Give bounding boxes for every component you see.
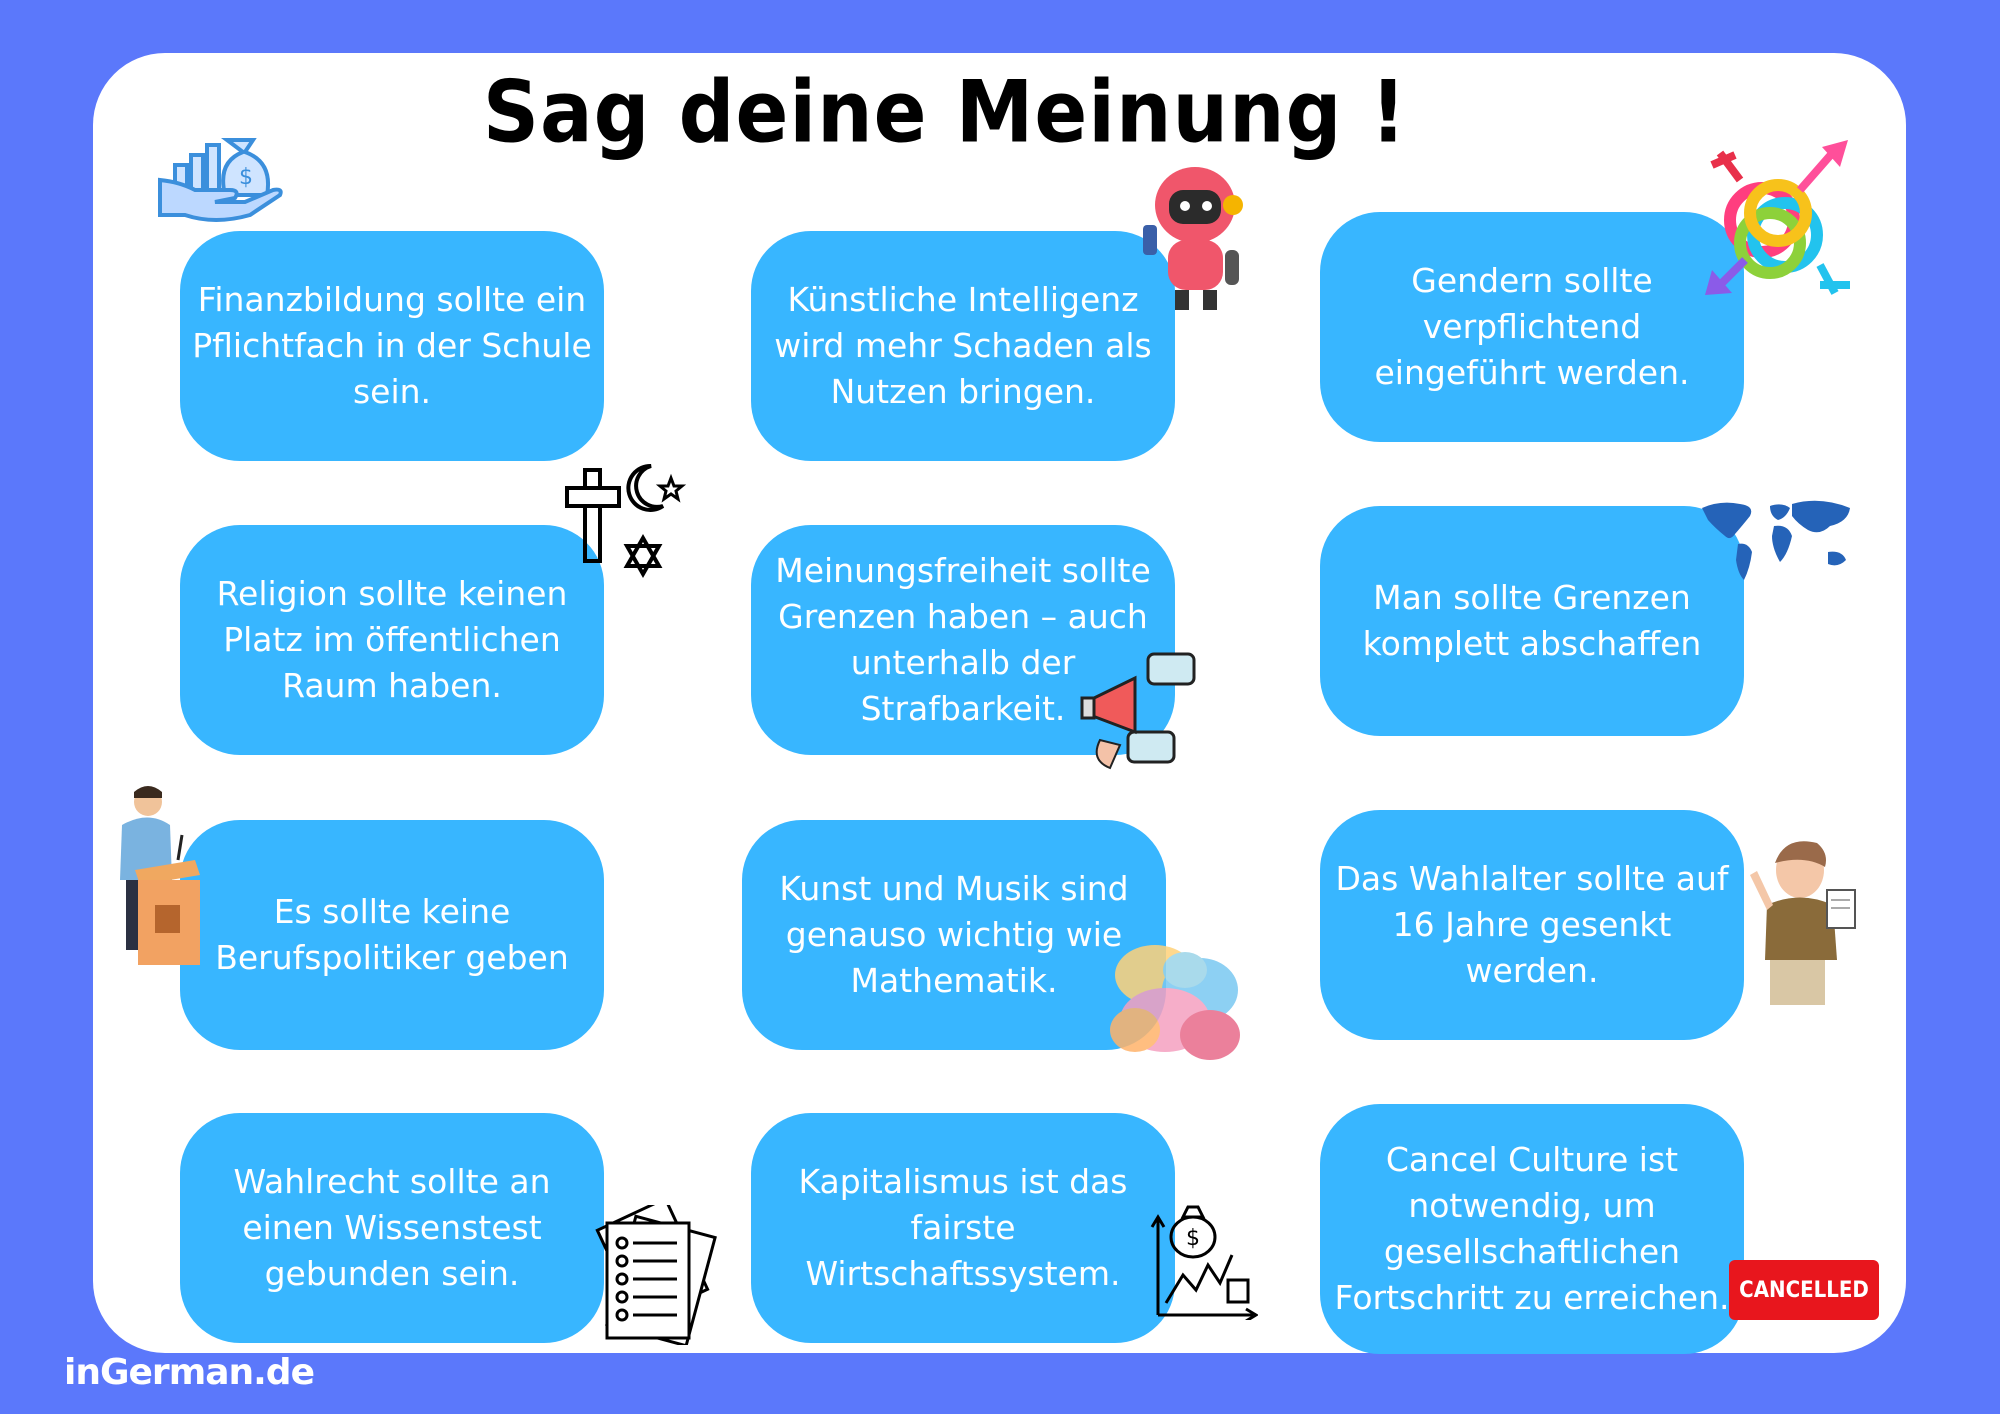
page-title: Sag deine Meinung ! bbox=[482, 63, 1408, 163]
card-text: Gendern sollte verpflichtend eingeführt werden. bbox=[1374, 261, 1690, 392]
brand-logo: inGerman.de bbox=[64, 1352, 314, 1393]
card-text: Es sollte keine Berufspolitiker geben bbox=[215, 892, 569, 977]
card-text: Meinungsfreiheit sollte Grenzen haben – auch unterhalb der Strafbarkeit. bbox=[775, 551, 1151, 728]
robot-icon bbox=[1133, 160, 1258, 310]
card-text: Kunst und Musik sind genauso wichtig wie Mathematik. bbox=[779, 869, 1129, 1000]
opinion-card-kapitalismus[interactable] bbox=[751, 1113, 1175, 1343]
card-text: Künstliche Intelligenz wird mehr Schaden als Nutzen bringen. bbox=[774, 280, 1152, 411]
opinion-card-berufspolitiker[interactable] bbox=[180, 820, 604, 1050]
card-text: Cancel Culture ist notwendig, um gesellschaftlichen Fortschritt zu erreichen. bbox=[1334, 1140, 1730, 1317]
student-icon bbox=[1745, 835, 1860, 1005]
opinion-card-wahlrecht[interactable] bbox=[180, 1113, 604, 1343]
card-text: Kapitalismus ist das fairste Wirtschaftssystem. bbox=[798, 1162, 1128, 1293]
card-text: Man sollte Grenzen komplett abschaffen bbox=[1362, 578, 1702, 663]
world-map-icon bbox=[1700, 496, 1856, 586]
card-text: Das Wahlalter sollte auf 16 Jahre gesenkt werden. bbox=[1335, 859, 1729, 990]
opinion-card-wahlalter[interactable] bbox=[1320, 810, 1744, 1040]
opinion-card-religion[interactable] bbox=[180, 525, 604, 755]
politician-podium-icon bbox=[110, 780, 205, 965]
svg-text:$: $ bbox=[1186, 1226, 1200, 1251]
opinion-card-ki[interactable] bbox=[751, 231, 1175, 461]
opinion-card-kunst-musik[interactable] bbox=[742, 820, 1166, 1050]
opinion-card-cancel-culture[interactable] bbox=[1320, 1104, 1744, 1354]
opinion-card-finanzbildung[interactable] bbox=[180, 231, 604, 461]
opinion-card-grenzen[interactable] bbox=[1320, 506, 1744, 736]
gender-symbols-icon bbox=[1690, 135, 1860, 310]
money-bag-hand-icon bbox=[155, 120, 290, 225]
card-text: Wahlrecht sollte an einen Wissenstest gebunden sein. bbox=[233, 1162, 551, 1293]
capital-chart-icon bbox=[1148, 1205, 1258, 1320]
megaphone-icon bbox=[1080, 650, 1200, 770]
religion-symbols-icon bbox=[563, 458, 688, 588]
watercolor-splash-icon bbox=[1105, 935, 1245, 1070]
checklist-icon bbox=[585, 1205, 720, 1345]
opinion-card-gendern[interactable] bbox=[1320, 212, 1744, 442]
card-text: Finanzbildung sollte ein Pflichtfach in der Schule sein. bbox=[192, 280, 592, 411]
cancelled-stamp-icon: CANCELLED bbox=[1729, 1260, 1879, 1320]
card-text: Religion sollte keinen Platz im öffentlichen Raum haben. bbox=[216, 574, 568, 705]
svg-text:$: $ bbox=[239, 165, 253, 190]
